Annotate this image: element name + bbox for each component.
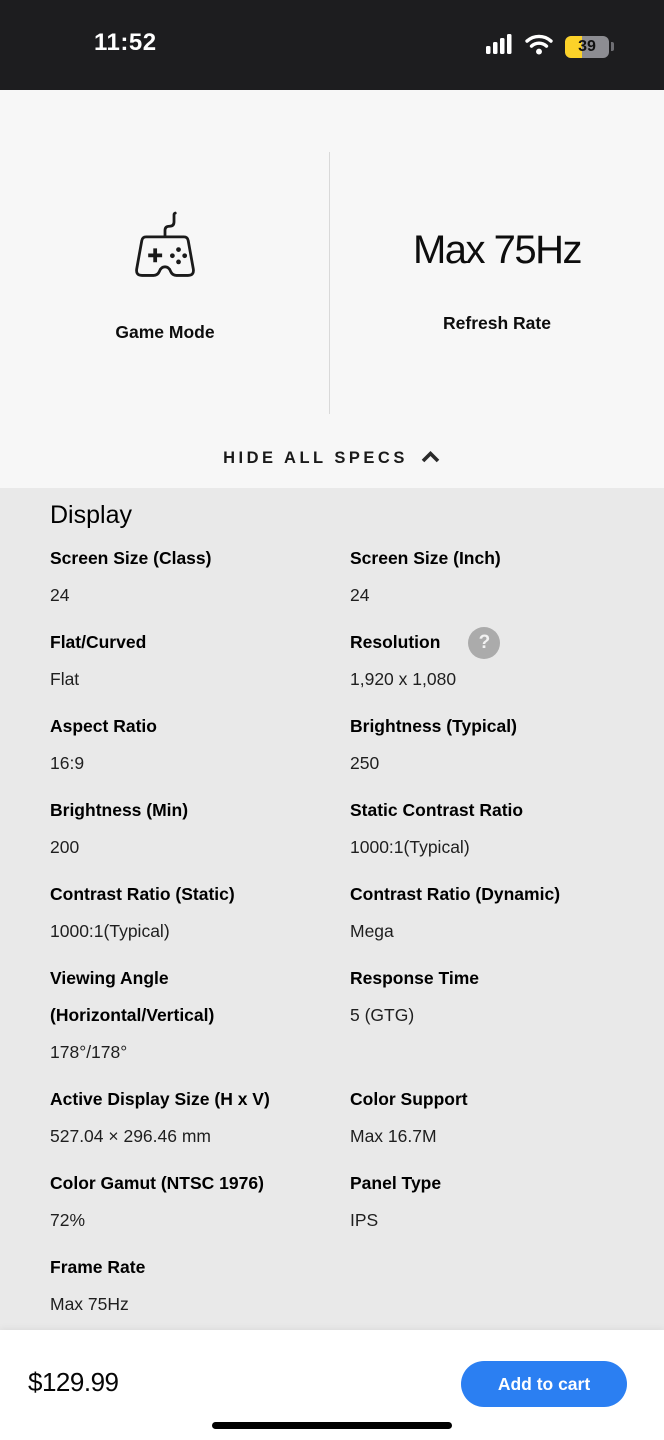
spec-value: Max 16.7M bbox=[350, 1126, 437, 1146]
spec-item bbox=[50, 876, 350, 950]
spec-value: IPS bbox=[350, 1210, 379, 1230]
spec-label: Screen Size (Inch) bbox=[350, 548, 501, 568]
status-time: 11:52 bbox=[94, 29, 157, 56]
spec-label: Contrast Ratio (Dynamic) bbox=[350, 884, 561, 904]
spec-item bbox=[50, 708, 350, 782]
spec-value: 1000:1(Typical) bbox=[350, 837, 470, 857]
spec-label: Color Gamut (NTSC 1976) bbox=[50, 1173, 264, 1193]
specs-section bbox=[0, 488, 664, 1330]
wifi-icon bbox=[524, 33, 554, 60]
spec-item bbox=[350, 624, 640, 698]
spec-label: Flat/Curved bbox=[50, 632, 147, 652]
spec-label: Contrast Ratio (Static) bbox=[50, 884, 235, 904]
status-bar bbox=[0, 0, 664, 90]
spec-value: Max 75Hz bbox=[50, 1294, 129, 1314]
feature-refresh-rate-label: Refresh Rate bbox=[443, 313, 551, 333]
spec-item bbox=[50, 960, 350, 1071]
spec-item bbox=[350, 960, 640, 1071]
spec-value: Mega bbox=[350, 921, 394, 941]
spec-label: Screen Size (Class) bbox=[50, 548, 212, 568]
battery-icon bbox=[565, 36, 609, 58]
hide-all-specs-label: HIDE ALL SPECS bbox=[223, 449, 408, 467]
spec-item bbox=[50, 540, 350, 614]
spec-label: Resolution bbox=[350, 632, 441, 652]
spec-label: Response Time bbox=[350, 968, 480, 988]
spec-item bbox=[50, 624, 350, 698]
spec-label: Brightness (Min) bbox=[50, 800, 189, 820]
gamepad-icon bbox=[124, 205, 206, 300]
feature-refresh-rate bbox=[330, 90, 664, 334]
cellular-signal-icon bbox=[486, 34, 513, 59]
spec-value: Flat bbox=[50, 669, 80, 689]
spec-label: Static Contrast Ratio bbox=[350, 800, 524, 820]
product-price: $129.99 bbox=[28, 1367, 119, 1397]
hide-all-specs-button[interactable] bbox=[0, 449, 664, 468]
spec-item bbox=[50, 1165, 350, 1239]
spec-value: 1000:1(Typical) bbox=[50, 921, 170, 941]
spec-label: Active Display Size (H x V) bbox=[50, 1089, 270, 1109]
spec-value: 527.04 × 296.46 mm bbox=[50, 1126, 212, 1146]
spec-value: 1,920 x 1,080 bbox=[350, 669, 457, 689]
spec-item bbox=[50, 1249, 350, 1323]
spec-item bbox=[350, 876, 640, 950]
refresh-rate-value: Max 75Hz bbox=[412, 228, 582, 272]
spec-value: 200 bbox=[50, 837, 80, 857]
help-icon[interactable]: ? bbox=[468, 627, 500, 659]
spec-item bbox=[350, 540, 640, 614]
spec-value: 178°/178° bbox=[50, 1042, 128, 1062]
home-indicator[interactable] bbox=[212, 1422, 452, 1429]
spec-value: 16:9 bbox=[50, 753, 85, 773]
feature-game-mode-label: Game Mode bbox=[115, 322, 215, 342]
specs-grid bbox=[50, 540, 640, 1330]
spec-item bbox=[350, 1165, 640, 1239]
spec-value: 72% bbox=[50, 1210, 86, 1230]
spec-label: Brightness (Typical) bbox=[350, 716, 517, 736]
spec-label: Aspect Ratio bbox=[50, 716, 157, 736]
spec-item bbox=[350, 708, 640, 782]
spec-label: Viewing Angle (Horizontal/Vertical) bbox=[50, 968, 215, 1025]
purchase-bar bbox=[0, 1330, 664, 1440]
spec-item bbox=[50, 1081, 350, 1155]
add-to-cart-button[interactable]: Add to cart bbox=[461, 1361, 627, 1407]
spec-item bbox=[350, 1081, 640, 1155]
spec-value: 24 bbox=[350, 585, 370, 605]
spec-value: 250 bbox=[350, 753, 380, 773]
chevron-up-icon bbox=[420, 450, 441, 467]
feature-highlights bbox=[0, 90, 664, 488]
specs-section-title: Display bbox=[50, 501, 132, 529]
battery-percent: 39 bbox=[578, 37, 596, 55]
spec-value: 5 (GTG) bbox=[350, 1005, 415, 1025]
spec-item bbox=[350, 792, 640, 866]
status-icons bbox=[486, 33, 614, 60]
spec-value: 24 bbox=[50, 585, 70, 605]
spec-item bbox=[50, 792, 350, 866]
spec-label: Color Support bbox=[350, 1089, 468, 1109]
spec-label: Frame Rate bbox=[50, 1257, 146, 1277]
battery-cap bbox=[611, 42, 614, 51]
feature-game-mode bbox=[0, 90, 330, 343]
spec-label: Panel Type bbox=[350, 1173, 442, 1193]
